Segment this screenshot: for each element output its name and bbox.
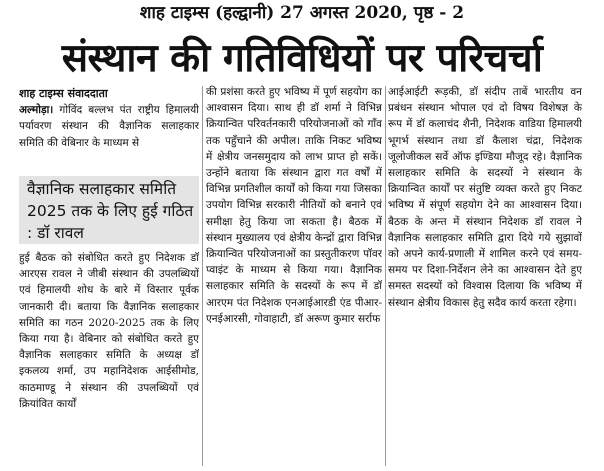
column-1-bottom-text: हुई बैठक को संबोधित करते हुए निदेशक डॉ आरएस रावल ने जीबी संस्थान की उपलब्धियों एवं हिमालयी शोध के बारे में विस्तार पूर्वक जानकारी दी। बताया कि वैज्ञानिक सलाहकार समिति का गठन 2020-2025 तक के लिए किया गया है। वेबिनार को संबोधित करते हुए वैज्ञानिक सलाहकार समिति के अध्यक्ष डॉ इकलव्य शर्मा, उप महानिदेशक आईसीमोड, काठमाण्डू ने संस्थान की उपलब्धियों एवं क्रियांवित कार्यों — [19, 252, 199, 410]
masthead: शाह टाइम्स (हल्द्वानी) 27 अगस्त 2020, पृष्ठ - 2 — [139, 3, 465, 23]
article-column-2 — [206, 84, 382, 471]
column-divider — [202, 86, 203, 466]
column-divider — [385, 86, 386, 466]
column-2-text: की प्रशंसा करते हुए भविष्य में पूर्ण सहयोग का आश्वासन दिया। साथ ही डॉ शर्मा ने विभिन्न क्रियान्वित परिवर्तनकारी परियोजनाओं को गाँव तक पहुँचाने की अपील। ताकि निकट भविष्य में क्षेत्रीय जनसमुदाय को लाभ प्राप्त हो सकें। उन्होंने बताया कि संस्थान द्वारा गत वर्षों में विभिन्न प्रगतिशील कार्यों को किया गया जिसका उपयोग विभिन्न सरकारी नीतियों को बनाने एवं समीक्षा हेतु किया जा सकता है। बैठक में संस्थान मुख्यालय एवं क्षेत्रीय केन्द्रों द्वारा विभिन्न क्रियान्वित परियोजनाओं का प्रस्तुतीकरण पॉवर प्वाइंट के माध्यम से किया गया। वैज्ञानिक सलाहकार समिति के सदस्यों के रूप में डॉ आरएम पंत निदेशक एनआईआरडी एंड पीआर-एनईआरसी, गोवाहाटी, डॉ अरूण कुमार सर्राफ — [206, 86, 382, 325]
byline: शाह टाइम्स संवाददाता — [19, 87, 108, 100]
headline: संस्थान की गतिविधियों पर परिचर्चा — [61, 36, 543, 81]
column-3-text: आईआईटी रूड़की, डॉ संदीप ताबें भारतीय वन प्रबंधन संस्थान भोपाल एवं दो विषय विशेषज्ञ के रूप में डॉ कलाचंद शैनी, निदेशक वाडिया हिमालयी भूगर्भ संस्थान तथा डॉ कैलाश चंद्रा, निदेशक जूलोजीकल सर्वे ऑफ इण्डिया मौजूद रहे। वैज्ञानिक सलाहकार समिति के सदस्यों ने संस्थान के क्रियान्वित कार्यों पर संतुष्टि व्यक्त करते हुए निकट भविष्य में संपूर्ण सहयोग देने का आश्वासन दिया। बैठक के अन्त में संस्थान निदेशक डॉ रावल ने वैज्ञानिक सलाहकार समिति द्वारा दिये गये सुझावों को अपने कार्य-प्रणाली में शामिल करने एवं समय-समय पर दिशा-निर्देशन लेने का आश्वासन देते हुए समस्त सदस्यों को विश्वास दिलाया कि भविष्य में संस्थान क्षेत्रीय विकास हेतु सदैव कार्य करता रहेगा। — [388, 86, 582, 309]
column-1-intro — [19, 86, 199, 156]
column-1-bottom — [19, 250, 199, 471]
column-1-top — [19, 86, 199, 156]
article-column-3 — [388, 84, 582, 471]
dateline: अल्मोड़ा। — [19, 104, 54, 117]
sidebar-highlight: वैज्ञानिक सलाहकार समिति 2025 तक के लिए हुई गठित : डॉ रावल — [19, 176, 199, 244]
column-1-top-text: गोविंद बल्लभ पंत राष्ट्रीय हिमालयी पर्यावरण संस्थान की वैज्ञानिक सलाहकार समिति की वेबिनार के माध्यम से — [19, 104, 199, 149]
article-column-1 — [19, 86, 199, 471]
